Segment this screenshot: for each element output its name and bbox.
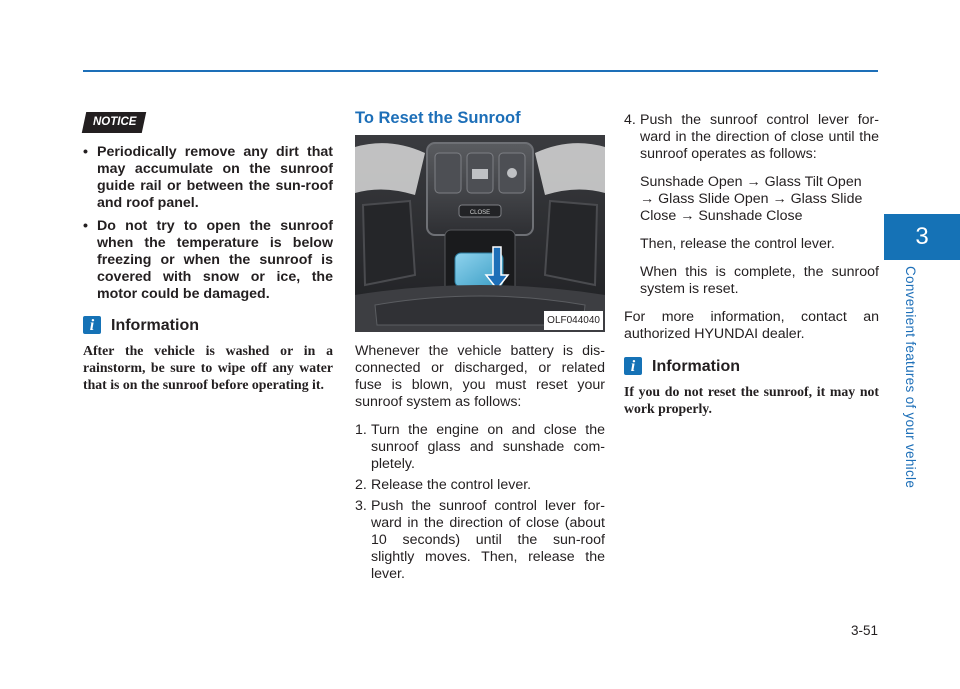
operation-sequence: Sunshade Open → Glass Tilt Open → Glass Slide Open → Glass Slide Close → Sunshade Close — [640, 174, 863, 224]
information-body: After the vehicle is washed or in a rainstorm, be sure to wipe off any water that is on the sunroof before operating it. — [83, 343, 333, 392]
chapter-number: 3 — [915, 223, 929, 250]
notice-list — [83, 144, 333, 303]
information-title: Information — [111, 316, 199, 334]
notice-badge: NOTICE — [82, 112, 147, 133]
column-left — [83, 112, 333, 393]
image-caption: OLF044040 — [544, 311, 603, 330]
step-item: 3. Push the sunroof control lever for-ward in the direction of close (about 10 seconds) until the sun-roof slightly moves. Then, release the lever. — [355, 498, 605, 582]
page-number: 3-51 — [850, 623, 878, 638]
section-heading: To Reset the Sunroof — [355, 109, 521, 127]
information-title: Information — [652, 357, 740, 375]
information-header — [83, 316, 333, 334]
reset-complete: When this is complete, the sunroof system is reset. — [640, 264, 879, 297]
sunroof-control-photo — [355, 135, 605, 332]
release-instruction: Then, release the control lever. — [640, 236, 835, 252]
column-right — [624, 112, 879, 417]
dealer-contact: For more information, contact an authorized HYUNDAI dealer. — [624, 309, 879, 342]
reset-intro: Whenever the vehicle battery is dis-connected or discharged, or related fuse is blown, you must reset your sunroof system as follows: — [355, 343, 605, 410]
step-item: 1. Turn the engine on and close the sunroof glass and sunshade com-pletely. — [355, 422, 605, 472]
notice-item: • Do not try to open the sunroof when the temperature is below freezing or when the sunroof is covered with snow or ice, the motor could be damaged. — [83, 218, 333, 303]
information-header — [624, 357, 879, 375]
step-item: 2. Release the control lever. — [355, 477, 532, 493]
chapter-tab — [884, 214, 960, 260]
info-icon: i — [83, 316, 101, 334]
notice-item: • Periodically remove any dirt that may accumulate on the sunroof guide rail or between the sun-roof and roof panel. — [83, 144, 333, 212]
step-item: 4. Push the sunroof control lever for-ward in the direction of close until the sunroof operates as follows: — [624, 112, 879, 162]
reset-steps — [355, 422, 605, 583]
close-label: CLOSE — [469, 210, 491, 216]
information-body: If you do not reset the sunroof, it may not work properly. — [624, 384, 879, 416]
chapter-title: Convenient features of your vehicle — [903, 266, 918, 489]
reset-steps-continued — [624, 112, 879, 163]
info-icon: i — [624, 357, 642, 375]
sunroof-console-illustration — [355, 135, 605, 332]
column-middle — [355, 110, 605, 587]
top-rule — [83, 70, 878, 72]
